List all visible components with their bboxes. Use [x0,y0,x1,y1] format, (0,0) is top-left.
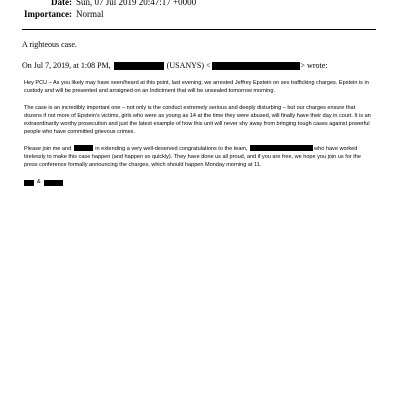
quoted-attribution [22,61,327,71]
quoted-message-body [24,80,374,187]
signature-ampersand: & [37,179,41,186]
attribution-prefix: On Jul 7, 2019, at 1:08 PM, [22,61,111,70]
redacted-sender-name [114,62,164,70]
importance-row [24,8,384,20]
attribution-suffix: > wrote: [300,61,328,70]
importance-value: Normal [76,9,104,19]
paragraph-3-part-b: in extending a very well-deserved congratulations to the team, [95,146,248,153]
attribution-org: (USANYS) < [166,61,211,70]
importance-label: Importance: [24,9,72,19]
date-label: Date: [51,0,72,7]
redacted-sender-email [212,62,300,70]
redacted-team-names [250,145,313,151]
header-divider [22,29,376,30]
paragraph-3-part-a: Please join me and [24,146,72,153]
paragraph-1: Hey PCU – As you likely may have seen/heard at this point, last evening, we arrested Jeffrey Epstein on sex trafficking charges. Epstein is in custody and will be presented and arraigned on an Indictment that will be unsealed tomorrow morning. [24,80,369,94]
redacted-name [74,145,93,151]
date-value: Sun, 07 Jul 2019 20:47:17 +0000 [76,0,197,7]
email-header [24,0,384,20]
redacted-signature-1 [24,180,34,186]
paragraph-2: The case is an incredibly important one – not only is the conduct extremely serious and deeply disturbing – but our charges ensure that dozens if not more of Epstein’s victims, girls who were as young as 14 at the time they were abused, will finally have their day in court. It is an extraordinarily worthy prosecution and just the latest example of how this unit will never shy away from bringing tough cases against powerful people who have committed grievous crimes. [24,104,371,135]
date-row [24,0,384,8]
paragraph-3-part-c: who have worked tirelessly to make this case happen (and happen so quickly). They have done us all proud, and if you are free, we hope you join us for the press conference formally announcing the charges, which should happen Monday morning at 11. [24,146,361,169]
redacted-signature-2 [44,180,63,186]
paragraph-3 [24,145,374,170]
reply-text: A righteous case. [22,40,77,49]
signature [24,179,374,187]
